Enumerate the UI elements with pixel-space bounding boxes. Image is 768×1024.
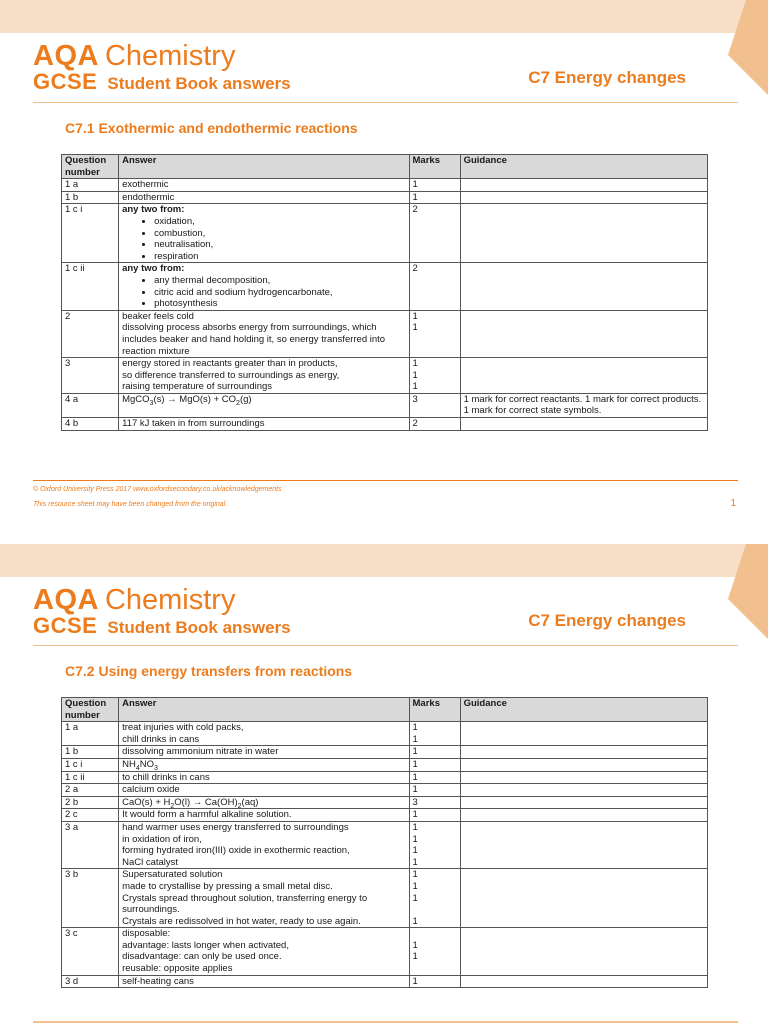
table-row [62, 796, 708, 809]
table-header-row [62, 155, 708, 179]
table-row [62, 869, 708, 928]
list-item: • any thermal decomposition, [154, 275, 405, 287]
mark-value: 1 [412, 358, 418, 370]
question-cell: 1 a [62, 722, 119, 746]
student-book-answers-text: Student Book answers [107, 74, 291, 93]
answer-line: beaker feels cold [122, 310, 194, 322]
table-row [62, 722, 708, 746]
list-item: • citric acid and sodium hydrogencarbonate, [154, 287, 405, 299]
guidance-cell [460, 809, 707, 822]
page2-corner-decoration [706, 544, 768, 639]
mark-value: 1 [412, 322, 418, 334]
marks-cell [409, 310, 460, 357]
marks-cell: 1 [409, 975, 460, 988]
guidance-cell [460, 796, 707, 809]
table-row [62, 821, 708, 868]
guidance-cell [460, 191, 707, 204]
answer-line: so difference transferred to surroundings as energy, [122, 369, 340, 381]
resource-note-text: This resource sheet may have been changed from the original. [33, 501, 228, 508]
answer-line: made to crystallise by pressing a small metal disc. [122, 880, 333, 892]
question-number-header: Question number [62, 698, 119, 722]
page2-answer-table [61, 697, 708, 988]
marks-header: Marks [409, 155, 460, 179]
marks-cell [409, 928, 460, 975]
marks-cell: 3 [409, 393, 460, 417]
answer-cell [119, 310, 409, 357]
table-row [62, 928, 708, 975]
table-row [62, 310, 708, 357]
answer-cell: It would form a harmful alkaline solution. [119, 809, 409, 822]
marks-cell: 1 [409, 179, 460, 192]
answer-line: disposable: [122, 928, 171, 940]
mark-spacer [413, 928, 457, 940]
answer-line: disadvantage: can only be used once. [122, 951, 282, 963]
question-cell: 2 b [62, 796, 119, 809]
mark-value: 1 [412, 845, 418, 857]
mark-spacer [413, 904, 457, 916]
answer-cell [119, 722, 409, 746]
aqa-logo-text: AQA [33, 584, 99, 616]
answer-line: Crystals spread throughout solution, transferring energy to surroundings. [122, 892, 368, 916]
page2-section-title: C7.2 Using energy transfers from reactions [65, 663, 353, 679]
mark-value: 1 [412, 733, 418, 745]
marks-cell [409, 821, 460, 868]
mark-value: 1 [412, 722, 418, 734]
answer-intro: any two from: [122, 204, 185, 216]
guidance-cell [460, 771, 707, 784]
table-row [62, 179, 708, 192]
question-cell: 2 a [62, 784, 119, 797]
answer-line: Supersaturated solution [122, 869, 223, 881]
answer-cell: calcium oxide [119, 784, 409, 797]
marks-cell: 1 [409, 809, 460, 822]
guidance-cell [460, 746, 707, 759]
answer-line: forming hydrated iron(III) oxide in exothermic reaction, [122, 845, 350, 857]
guidance-cell [460, 869, 707, 928]
table-row [62, 418, 708, 431]
mark-value: 1 [412, 856, 418, 868]
list-item: • oxidation, [154, 216, 405, 228]
question-cell: 2 [62, 310, 119, 357]
table-row [62, 784, 708, 797]
gcse-logo-text: GCSE [33, 613, 98, 638]
page1-section-title: C7.1 Exothermic and endothermic reactions [65, 120, 358, 136]
mark-value: 1 [412, 939, 418, 951]
question-cell: 1 c i [62, 204, 119, 263]
question-cell: 3 a [62, 821, 119, 868]
guidance-cell [460, 263, 707, 310]
marks-cell: 1 [409, 784, 460, 797]
page1-answer-table [61, 154, 708, 431]
table-row [62, 975, 708, 988]
mark-value: 1 [412, 381, 418, 393]
chemistry-logo-text: Chemistry [104, 584, 236, 616]
guidance-header: Guidance [460, 698, 707, 722]
answer-cell: endothermic [119, 191, 409, 204]
guidance-cell [460, 928, 707, 975]
guidance-cell: 1 mark for correct reactants. 1 mark for correct products. 1 mark for correct state symbols. [460, 393, 707, 417]
mark-value: 1 [412, 821, 418, 833]
guidance-cell [460, 179, 707, 192]
question-cell: 1 c i [62, 758, 119, 771]
mark-value: 1 [412, 833, 418, 845]
question-number-header: Question number [62, 155, 119, 179]
question-cell: 1 c ii [62, 263, 119, 310]
table-row [62, 758, 708, 771]
mark-value: 1 [412, 369, 418, 381]
answer-cell [119, 928, 409, 975]
marks-cell: 2 [409, 263, 460, 310]
page2-bottom-rule [33, 1021, 738, 1023]
question-cell: 1 c ii [62, 771, 119, 784]
answer-line: raising temperature of surroundings [122, 381, 273, 393]
answer-cell [119, 869, 409, 928]
table-row [62, 191, 708, 204]
question-cell: 1 b [62, 746, 119, 759]
guidance-cell [460, 358, 707, 394]
answer-bullet-list [122, 275, 405, 310]
marks-cell: 1 [409, 771, 460, 784]
copyright-text: © Oxford University Press 2017 www.oxfordsecondary.co.uk/acknowledgements [33, 486, 282, 493]
answer-cell [119, 204, 409, 263]
table-row [62, 746, 708, 759]
marks-cell [409, 358, 460, 394]
page-number: 1 [730, 498, 736, 509]
list-item: • photosynthesis [154, 298, 405, 310]
guidance-cell [460, 204, 707, 263]
gcse-logo-text: GCSE [33, 69, 98, 94]
guidance-cell [460, 975, 707, 988]
question-cell: 3 c [62, 928, 119, 975]
table-row [62, 393, 708, 417]
page2-header-rule [33, 645, 738, 646]
marks-header: Marks [409, 698, 460, 722]
marks-cell [409, 722, 460, 746]
table-row [62, 263, 708, 310]
guidance-cell [460, 310, 707, 357]
marks-cell [409, 869, 460, 928]
page2-brand-logo [33, 584, 291, 639]
question-cell: 4 b [62, 418, 119, 431]
chemistry-logo-text: Chemistry [104, 40, 236, 72]
answer-cell [119, 263, 409, 310]
list-item: • combustion, [154, 228, 405, 240]
table-row [62, 809, 708, 822]
question-cell: 2 c [62, 809, 119, 822]
answer-header: Answer [119, 698, 409, 722]
answer-line: Crystals are redissolved in hot water, ready to use again. [122, 915, 361, 927]
answer-cell [119, 358, 409, 394]
answer-cell-formula: $NH_4NO_3$ [119, 758, 409, 771]
page1-footer-rule [33, 480, 738, 481]
marks-cell: 1 [409, 191, 460, 204]
page2-chapter-title: C7 Energy changes [528, 611, 686, 630]
answer-line: reusable: opposite applies [122, 963, 233, 975]
answer-line: chill drinks in cans [122, 733, 200, 745]
table-header-row [62, 698, 708, 722]
list-item: • respiration [154, 251, 405, 263]
answer-line: in oxidation of iron, [122, 833, 202, 845]
question-cell: 1 b [62, 191, 119, 204]
mark-value: 1 [412, 869, 418, 881]
answer-header: Answer [119, 155, 409, 179]
guidance-cell [460, 758, 707, 771]
marks-cell: 2 [409, 204, 460, 263]
answer-line: hand warmer uses energy transferred to surroundings [122, 821, 349, 833]
answer-line: advantage: lasts longer when activated, [122, 939, 289, 951]
guidance-cell [460, 821, 707, 868]
answer-cell: to chill drinks in cans [119, 771, 409, 784]
answer-line: NaCl catalyst [122, 856, 179, 868]
marks-cell: 2 [409, 418, 460, 431]
page1-header-rule [33, 102, 738, 103]
page1-brand-logo [33, 40, 291, 95]
guidance-cell [460, 722, 707, 746]
mark-value: 1 [412, 915, 418, 927]
question-cell: 4 a [62, 393, 119, 417]
question-cell: 1 a [62, 179, 119, 192]
student-book-answers-text: Student Book answers [107, 618, 291, 637]
page1-top-band [0, 0, 768, 33]
question-cell: 3 [62, 358, 119, 394]
answer-cell: self-heating cans [119, 975, 409, 988]
answer-cell: dissolving ammonium nitrate in water [119, 746, 409, 759]
mark-value: 1 [412, 951, 418, 963]
page2-top-band [0, 544, 768, 577]
answer-bullet-list [122, 216, 405, 262]
mark-value: 1 [412, 892, 418, 904]
marks-cell: 3 [409, 796, 460, 809]
table-row [62, 204, 708, 263]
list-item: • neutralisation, [154, 239, 405, 251]
mark-value: 1 [412, 880, 418, 892]
aqa-logo-text: AQA [33, 40, 99, 72]
guidance-cell [460, 418, 707, 431]
marks-cell: 1 [409, 746, 460, 759]
answer-intro: any two from: [122, 263, 185, 275]
answer-line: dissolving process absorbs energy from surroundings, which includes beaker and hand holding it, so energy transferred into reaction mixture [122, 322, 386, 357]
table-row [62, 771, 708, 784]
answer-cell: exothermic [119, 179, 409, 192]
answer-cell-equation: MgCO$_3$(s) → $MgO(s) + CO_2(g)$ [119, 393, 409, 417]
answer-cell: 117 kJ taken in from surroundings [119, 418, 409, 431]
guidance-cell [460, 784, 707, 797]
answer-line: treat injuries with cold packs, [122, 722, 244, 734]
page1-chapter-title: C7 Energy changes [528, 68, 686, 87]
answer-line: energy stored in reactants greater than in products, [122, 358, 338, 370]
question-cell: 3 d [62, 975, 119, 988]
table-row [62, 358, 708, 394]
answer-cell [119, 821, 409, 868]
answer-cell-equation: $CaO(s) + H_2O(l) \to Ca(OH)_2(aq)$ [119, 796, 409, 809]
mark-value: 1 [412, 310, 418, 322]
question-cell: 3 b [62, 869, 119, 928]
guidance-header: Guidance [460, 155, 707, 179]
marks-cell: 1 [409, 758, 460, 771]
page1-corner-decoration [706, 0, 768, 95]
